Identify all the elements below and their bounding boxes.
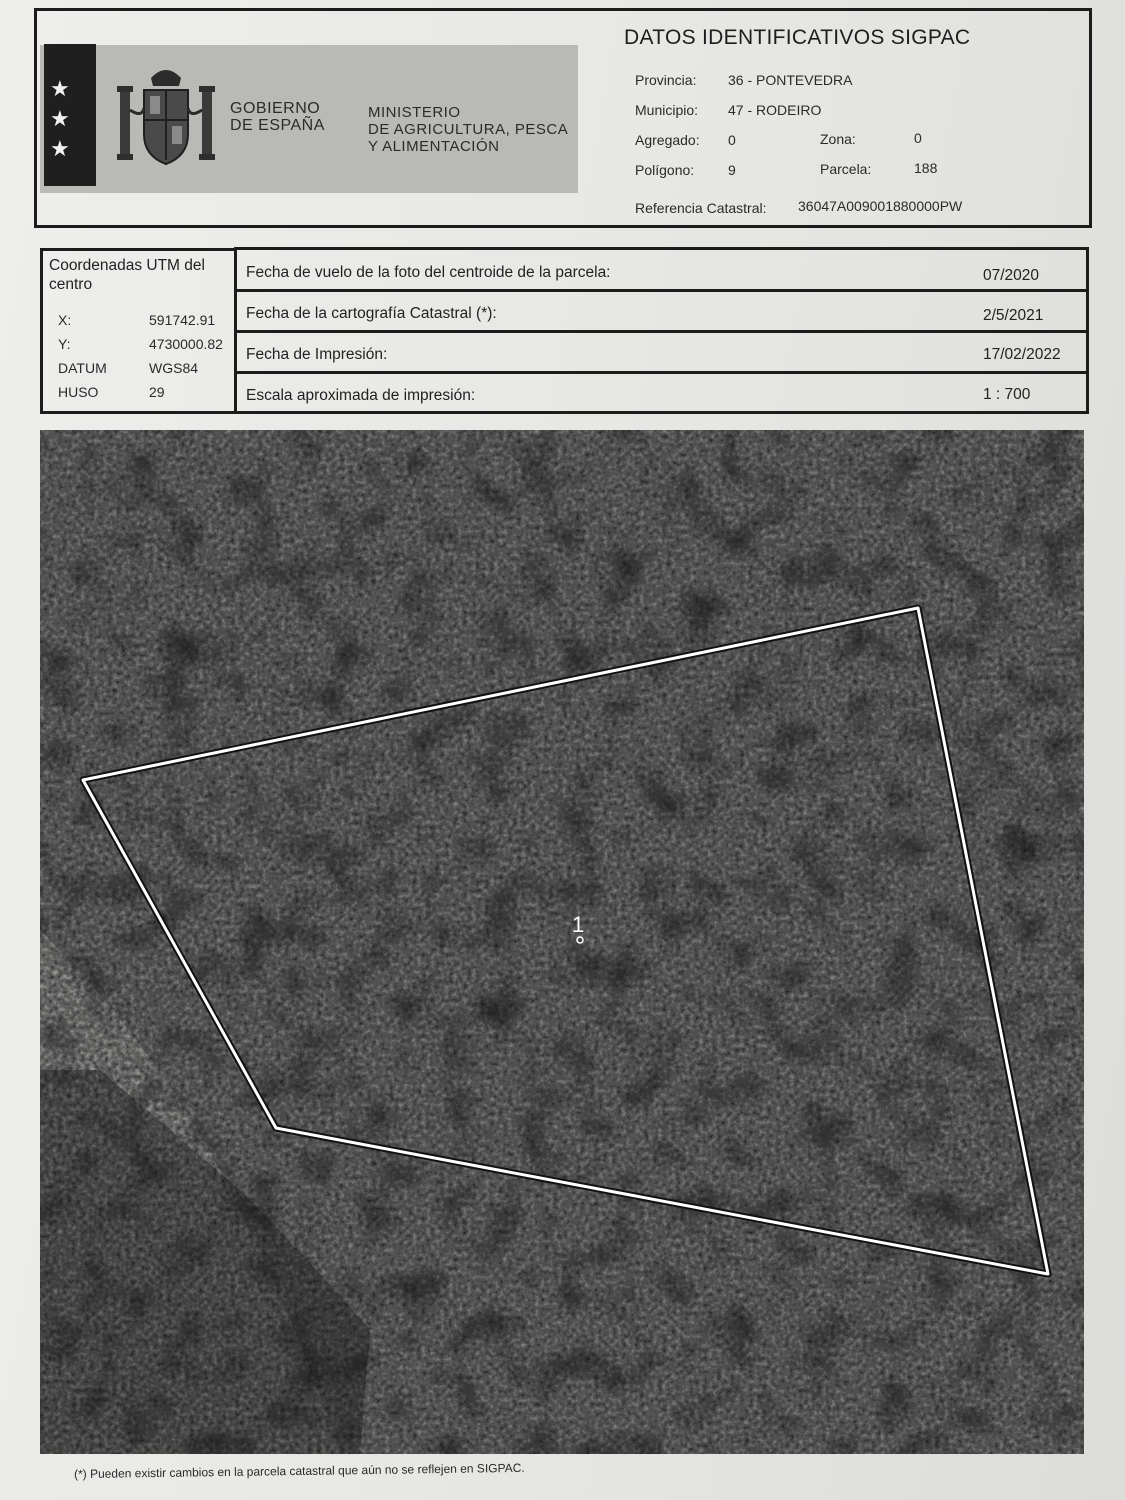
coord-y-value: 4730000.82 <box>149 336 223 352</box>
fecha-vuelo-value: 07/2020 <box>983 267 1040 284</box>
datum-label: DATUM <box>58 360 107 376</box>
parcela-value: 188 <box>914 160 938 176</box>
datum-value: WGS84 <box>149 360 199 376</box>
aerial-photo <box>40 430 1084 1454</box>
huso-value: 29 <box>149 384 165 400</box>
zona-value: 0 <box>914 130 922 146</box>
municipio-value: 47 - RODEIRO <box>728 102 822 118</box>
sigpac-title: DATOS IDENTIFICATIVOS SIGPAC <box>624 26 971 49</box>
star-icon: ★ <box>50 106 70 131</box>
fecha-impresion-value: 17/02/2022 <box>983 346 1061 363</box>
coord-x-value: 591742.91 <box>149 312 216 328</box>
fecha-vuelo-label: Fecha de vuelo de la foto del centroide de la parcela: <box>246 264 611 281</box>
star-icon: ★ <box>50 136 70 161</box>
fecha-cartografia-value: 2/5/2021 <box>983 307 1044 324</box>
ministerio-line: DE AGRICULTURA, PESCA <box>368 121 569 138</box>
escala-value: 1 : 700 <box>983 386 1031 403</box>
row-divider <box>234 289 1089 292</box>
provincia-label: Provincia: <box>635 72 697 88</box>
aerial-map-svg <box>40 430 1084 1454</box>
star-icon: ★ <box>50 76 70 101</box>
referencia-value: 36047A009001880000PW <box>798 198 963 214</box>
row-divider <box>234 330 1089 333</box>
poligono-label: Polígono: <box>635 162 695 178</box>
coat-of-arms-icon <box>116 60 216 170</box>
poligono-value: 9 <box>728 162 736 178</box>
parcela-label: Parcela: <box>820 161 872 177</box>
gobierno-text <box>230 100 325 134</box>
gobierno-line: GOBIERNO <box>230 100 321 117</box>
ministerio-text <box>368 104 568 155</box>
coords-title: Coordenadas UTM del centro <box>49 257 205 293</box>
huso-label: HUSO <box>58 384 99 400</box>
fecha-cartografia-label: Fecha de la cartografía Catastral (*): <box>246 305 497 322</box>
fecha-impresion-label: Fecha de Impresión: <box>246 346 388 363</box>
zona-label: Zona: <box>820 131 856 147</box>
provincia-value: 36 - PONTEVEDRA <box>728 72 853 88</box>
footnote: (*) Pueden existir cambios en la parcela catastral que aún no se reflejen en SIGPAC. <box>73 1460 525 1482</box>
municipio-label: Municipio: <box>635 102 699 118</box>
coord-x-label: X: <box>58 312 72 328</box>
ministerio-line: Y ALIMENTACIÓN <box>368 138 500 155</box>
parcel-number-label: 1 <box>572 912 585 937</box>
agregado-label: Agregado: <box>635 132 700 148</box>
ministerio-line: MINISTERIO <box>368 104 461 121</box>
row-divider <box>234 371 1089 374</box>
gobierno-line: DE ESPAÑA <box>230 117 325 134</box>
agregado-value: 0 <box>728 132 736 148</box>
coord-y-label: Y: <box>58 336 71 352</box>
escala-label: Escala aproximada de impresión: <box>246 387 476 404</box>
referencia-label: Referencia Catastral: <box>635 200 767 216</box>
